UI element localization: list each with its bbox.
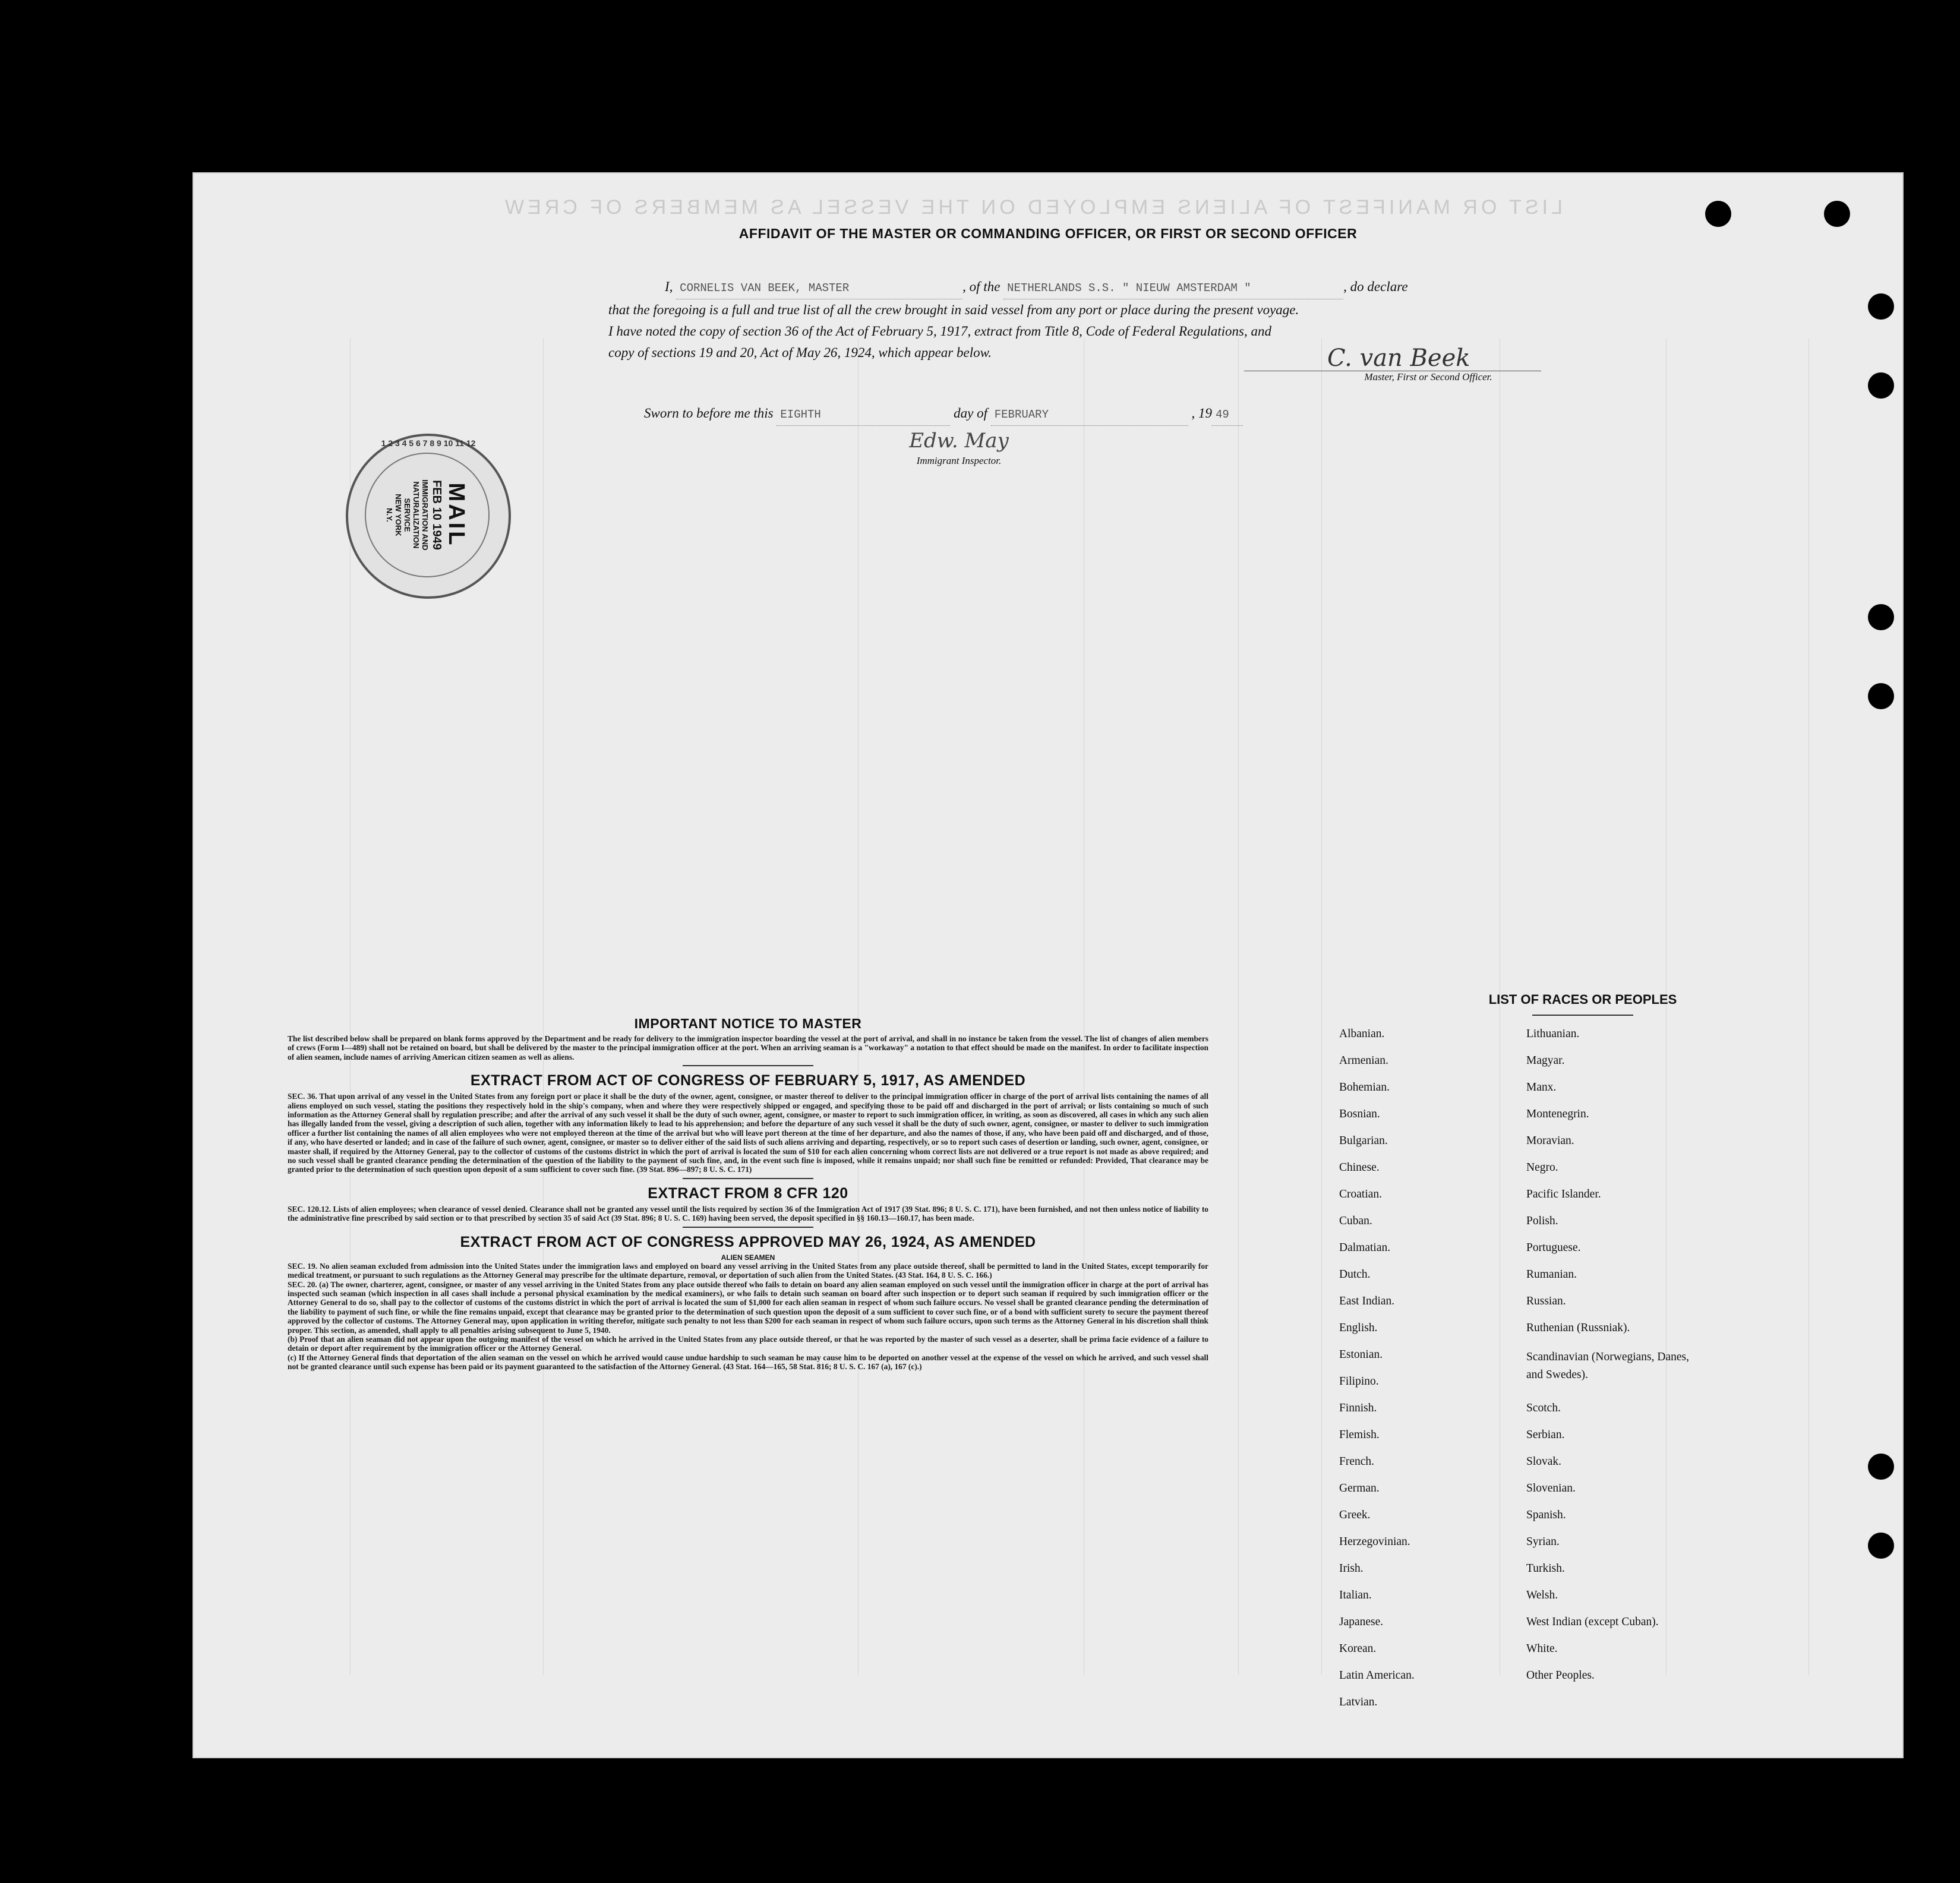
- race-item: Dalmatian.: [1339, 1241, 1391, 1254]
- punch-hole: [1868, 372, 1894, 399]
- punch-hole: [1868, 293, 1894, 320]
- races-title: LIST OF RACES OR PEOPLES: [1488, 992, 1677, 1007]
- race-item: Serbian.: [1526, 1429, 1565, 1441]
- race-item: Dutch.: [1339, 1268, 1371, 1281]
- race-item: Pacific Islander.: [1526, 1188, 1601, 1200]
- race-item: Croatian.: [1339, 1188, 1383, 1200]
- race-item: Scandinavian (Norwegians, Danes, and Swedes).: [1526, 1351, 1689, 1381]
- notice-body: The list described below shall be prepared on blank forms approved by the Department and be ready for delivery to the immigration inspector boarding the vessel at the port of arrival, and shall in no instance be taken from the vessel. The list of changes of alien members of crews (Form I—489) shall not be retained on board, but shall be delivered by the master to the principal immigration officer at the port. When an arriving seaman is a "workaway" a notation to that effect should be made on the manifest. In order to facilitate inspection of alien seamen, include names of arriving American citizen seamen as well as aliens.: [288, 1034, 1208, 1061]
- extract1917-title: EXTRACT FROM ACT OF CONGRESS OF FEBRUARY 5, 1917, AS AMENDED: [470, 1072, 1026, 1089]
- stamp-mail: MAIL: [444, 482, 469, 548]
- extract1924-sec20a: SEC. 20. (a) The owner, charterer, agent, consignee, or master of any vessel arriving in the United States from any place outside thereof who fails to detain on board any alien seaman employed on such vessel until the immigration officer in charge at the port of arrival has inspected such seaman (which inspection in all cases shall include a personal physical examination by the medical examiners), or who fails to detain such seaman on board after such inspection or to deport such seaman if required by such immigration officer or the Attorney General to do so, shall pay to the collector of customs of the customs district in which the port of arrival is located the sum of $1,000 for each alien seaman in respect of whom such failure occurs. No vessel shall be granted clearance pending the determination of the liability to payment of such fine, or while the fine remains unpaid, except that clearance may be granted prior to the determination of such question upon the deposit of a sum sufficient to cover such fine, or of a bond with sufficient surety to secure the payment thereof approved by the collector of customs. The Attorney General may, upon application in writing therefor, mitigate such penalty to not less than $200 for each seaman in respect of whom such failure occurs, upon such terms as the Attorney General in his discretion shall think proper. This section, as amended, shall apply to all penalties arising subsequent to June 5, 1940.: [288, 1279, 1208, 1335]
- punch-hole: [1705, 201, 1731, 227]
- race-item: Turkish.: [1526, 1562, 1565, 1575]
- race-item: Portuguese.: [1526, 1241, 1581, 1254]
- race-item: Syrian.: [1526, 1536, 1560, 1548]
- do-declare-text: , do declare: [1343, 279, 1408, 294]
- race-item: Korean.: [1339, 1642, 1377, 1655]
- master-signature-block: [1244, 345, 1541, 383]
- cfr-title: EXTRACT FROM 8 CFR 120: [648, 1184, 848, 1202]
- notice-title: IMPORTANT NOTICE TO MASTER: [634, 1016, 862, 1031]
- extract1917-body: SEC. 36. That upon arrival of any vessel in the United States from any foreign port or place it shall be the duty of the owner, agent, consignee, or master thereof to deliver to the principal immigration officer in charge of the port of arrival lists containing the names of all aliens employed on such vessel, stating the positions they respectively hold in the ship's company, when and where they were respectively shipped or engaged, and specifying those to be paid off and discharged in the port of arrival; or lists containing so much of such information as the Attorney General shall by regulation prescribe; and after the arrival of any such vessel it shall be the duty of such owner, agent, consignee, or master to report to such immigration officer, in writing, as soon as discovered, all cases in which any such alien has illegally landed from the vessel, giving a description of such alien, together with any information likely to lead to his apprehension; and before the departure of any such vessel it shall be the duty of such owner, agent, consignee, or master to deliver to such immigration officer a further list containing the names of all alien employees who were not employed thereon at the time of the arrival but who will leave port thereon at the time of her departure, and also the names of those, if any, who have been paid off and discharged, and of those, if any, who have deserted or landed; and in case of the failure of such owner, agent, consignee, or master so to deliver either of the said lists of such aliens arriving and departing, respectively, or so to report such cases of desertion or landing, such owner, agent, consignee, or master shall, if required by the Attorney General, pay to the collector of customs of the customs district in which the port of arrival is located the sum of $10 for each alien concerning whom correct lists are not delivered or a true report is not made as above required; and no such vessel shall be granted clearance pending the determination of the question of the liability to the payment of such fine, and, in the event such fine is imposed, while it remains unpaid; nor shall such fine be remitted or refunded: Provided, That clearance may be granted prior to the determination of such question upon deposit of a sum sufficient to cover such fine. (39 Stat. 896—897; 8 U. S. C. 171): [288, 1092, 1208, 1174]
- extract1924-title: EXTRACT FROM ACT OF CONGRESS APPROVED MAY 26, 1924, AS AMENDED: [460, 1233, 1036, 1250]
- year-field: 49: [1212, 404, 1243, 426]
- manifest-sheet: [192, 172, 1904, 1758]
- stamp-ring: 1 2 3 4 5 6 7 8 9 10 11 12: [381, 438, 476, 448]
- cfr-body: SEC. 120.12. Lists of alien employees; when clearance of vessel denied. Clearance shall not be granted any vessel until the lists required by section 36 of the Immigration Act of 1917 (39 Stat. 896; 8 U. S. C. 171), have been furnished, and not then unless notice of liability to the administrative fine prescribed by said section or to that prescribed by section 35 of said Act (39 Stat. 896; 8 U. S. C. 169) having been served, the deposit specified in §§ 160.13—160.17, has been made.: [288, 1204, 1208, 1223]
- race-item: Armenian.: [1339, 1054, 1388, 1067]
- race-item: Manx.: [1526, 1081, 1557, 1094]
- affidavit-title: AFFIDAVIT OF THE MASTER OR COMMANDING OFFICER, OR FIRST OR SECOND OFFICER: [738, 226, 1358, 241]
- punch-hole: [1868, 604, 1894, 630]
- races-column-1: [1339, 1028, 1526, 1723]
- race-item: Montenegrin.: [1526, 1108, 1589, 1120]
- extract1924-subtitle: ALIEN SEAMEN: [721, 1253, 775, 1262]
- column-rule: [543, 339, 544, 1675]
- race-item: Negro.: [1526, 1161, 1558, 1174]
- race-item: Scotch.: [1526, 1402, 1561, 1414]
- race-item: Bulgarian.: [1339, 1135, 1388, 1147]
- race-item: Welsh.: [1526, 1589, 1558, 1601]
- vessel-name-field: NETHERLANDS S.S. " NIEUW AMSTERDAM ": [1003, 277, 1343, 299]
- inspector-block: [846, 429, 1072, 467]
- race-item: Ruthenian (Russniak).: [1526, 1322, 1630, 1334]
- race-item: Finnish.: [1339, 1402, 1377, 1414]
- race-item: Greek.: [1339, 1509, 1371, 1521]
- master-signature: C. van Beek: [1327, 345, 1470, 372]
- race-item: White.: [1526, 1642, 1558, 1655]
- sworn-line: [644, 403, 1243, 426]
- master-name-field: CORNELIS VAN BEEK, MASTER: [676, 277, 962, 299]
- race-item: Latin American.: [1339, 1669, 1415, 1682]
- day-of-text: day of: [954, 406, 987, 421]
- stamp-text: NATURALIZATION: [412, 481, 421, 549]
- race-item: Japanese.: [1339, 1616, 1384, 1628]
- race-item: East Indian.: [1339, 1295, 1395, 1307]
- extract1924-sec20b: (b) Proof that an alien seaman did not appear upon the outgoing manifest of the vessel on which he arrived in the United States from any place outside thereof, or that he was reported by the master of such vessel as a deserter, shall be prima facie evidence of a failure to detain or deport after requirement by the immigration officer or the Attorney General.: [288, 1334, 1208, 1353]
- extract1924-sec20c: (c) If the Attorney General finds that deportation of the alien seaman on the vessel on which he arrived would cause undue hardship to such seaman he may cause him to be deported on another vessel at the expense of the vessel on which he arrived, and such vessel shall not be granted clearance until such expense has been paid or its payment guaranteed to the satisfaction of the Attorney General. (43 Stat. 164—165, 58 Stat. 816; 8 U. S. C. 167 (a), 167 (c).): [288, 1353, 1208, 1372]
- column-rule: [858, 339, 859, 1675]
- stamp-text: N.Y.: [385, 508, 394, 522]
- race-item: Other Peoples.: [1526, 1669, 1595, 1682]
- ghost-header: LIST OR MANIFEST OF ALIENS EMPLOYED ON THE VESSEL AS MEMBERS OF CREW: [501, 196, 1563, 219]
- sworn-month-field: FEBRUARY: [991, 404, 1188, 426]
- race-item: West Indian (except Cuban).: [1526, 1616, 1659, 1628]
- race-item: Irish.: [1339, 1562, 1364, 1575]
- races-list: [1339, 992, 1826, 1723]
- race-item: Latvian.: [1339, 1696, 1378, 1708]
- column-rule: [1321, 339, 1322, 1675]
- stamp-text: NEW YORK: [394, 494, 403, 536]
- legal-text: [288, 1016, 1208, 1372]
- race-item: Bohemian.: [1339, 1081, 1390, 1094]
- race-item: Filipino.: [1339, 1375, 1379, 1388]
- divider: [1532, 1015, 1633, 1016]
- extract1924-sec19: SEC. 19. No alien seaman excluded from admission into the United States under the immigration laws and employed on board any vessel arriving in the United States from any place outside thereof, shall be permitted to land in the United States, except temporarily for medical treatment, or pursuant to such regulations as the Attorney General may prescribe for the ultimate departure, removal, or deportation of such alien from the United States. (43 Stat. 164, 8 U. S. C. 166.): [288, 1261, 1208, 1280]
- inspector-label: Immigrant Inspector.: [916, 455, 1002, 466]
- column-rule: [1238, 339, 1239, 1675]
- year-prefix: , 19: [1191, 406, 1212, 421]
- declaration: [608, 276, 1725, 364]
- race-item: Slovenian.: [1526, 1482, 1576, 1495]
- race-item: Albanian.: [1339, 1028, 1385, 1040]
- race-item: Russian.: [1526, 1295, 1566, 1307]
- race-item: Cuban.: [1339, 1215, 1372, 1227]
- race-item: Bosnian.: [1339, 1108, 1380, 1120]
- sworn-prefix: Sworn to before me this: [644, 406, 774, 421]
- inspector-signature: Edw. May: [909, 429, 1009, 453]
- race-item: Polish.: [1526, 1215, 1558, 1227]
- races-column-2: [1526, 1028, 1776, 1723]
- of-the-text: , of the: [962, 279, 1000, 294]
- stamp-inner: [365, 453, 490, 577]
- race-item: Rumanian.: [1526, 1268, 1577, 1281]
- punch-hole: [1824, 201, 1850, 227]
- mail-stamp: [346, 434, 511, 599]
- declaration-line: that the foregoing is a full and true list of all the crew brought in said vessel from any port or place during the present voyage.: [608, 302, 1299, 317]
- race-item: Chinese.: [1339, 1161, 1380, 1174]
- master-label: Master, First or Second Officer.: [1244, 371, 1541, 383]
- race-item: French.: [1339, 1455, 1375, 1468]
- race-item: Estonian.: [1339, 1348, 1383, 1361]
- declaration-line: I have noted the copy of section 36 of the Act of February 5, 1917, extract from Title 8, Code of Federal Regulations, and: [608, 324, 1271, 339]
- race-item: Italian.: [1339, 1589, 1372, 1601]
- race-item: Lithuanian.: [1526, 1028, 1580, 1040]
- race-item: Herzegovinian.: [1339, 1536, 1410, 1548]
- divider: [683, 1065, 813, 1066]
- race-item: Moravian.: [1526, 1135, 1574, 1147]
- race-item: German.: [1339, 1482, 1380, 1495]
- stamp-text: SERVICE: [403, 498, 412, 532]
- divider: [683, 1227, 813, 1228]
- punch-hole: [1868, 1454, 1894, 1480]
- sworn-day-field: EIGHTH: [777, 404, 950, 426]
- race-item: Spanish.: [1526, 1509, 1566, 1521]
- stamp-text: IMMIGRATION AND: [421, 479, 430, 551]
- divider: [683, 1178, 813, 1179]
- punch-hole: [1868, 683, 1894, 709]
- declaration-line: copy of sections 19 and 20, Act of May 26, 1924, which appear below.: [608, 345, 992, 360]
- stamp-date: FEB 10 1949: [430, 480, 444, 550]
- race-item: Flemish.: [1339, 1429, 1380, 1441]
- race-item: Magyar.: [1526, 1054, 1565, 1067]
- i-prefix: I,: [665, 279, 673, 294]
- punch-hole: [1868, 1533, 1894, 1559]
- race-item: Slovak.: [1526, 1455, 1562, 1468]
- race-item: English.: [1339, 1322, 1378, 1334]
